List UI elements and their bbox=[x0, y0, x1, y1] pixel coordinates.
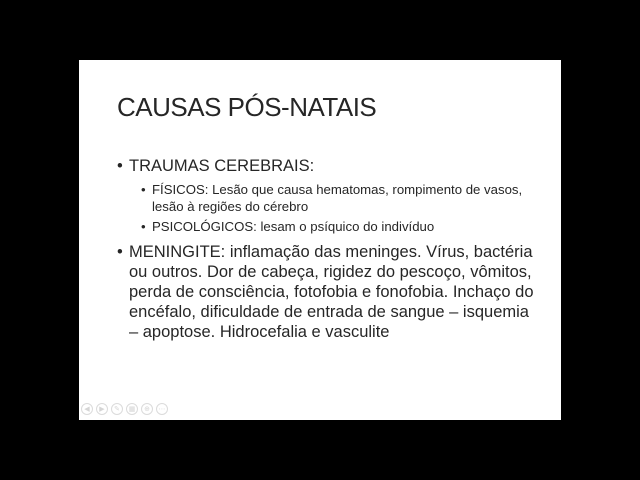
bullet-glyph: • bbox=[117, 157, 123, 175]
pen-icon[interactable]: ✎ bbox=[111, 403, 123, 415]
subbullet-text: FÍSICOS: Lesão que causa hematomas, rompimento de vasos, lesão à regiões do cérebro bbox=[152, 182, 523, 214]
slideshow-controls bbox=[81, 403, 168, 417]
bullet-item-meningite bbox=[117, 242, 539, 342]
previous-slide-icon[interactable]: ◀ bbox=[81, 403, 93, 415]
subbullet-item-fisicos bbox=[141, 181, 542, 215]
next-slide-icon[interactable]: ▶ bbox=[96, 403, 108, 415]
zoom-icon[interactable]: ⊕ bbox=[141, 403, 153, 415]
slide-title: CAUSAS PÓS-NATAIS bbox=[117, 92, 377, 122]
presentation-slide bbox=[79, 60, 561, 420]
bullet-text: TRAUMAS CEREBRAIS: bbox=[129, 157, 315, 175]
bullet-glyph: • bbox=[141, 182, 146, 197]
bullet-text: MENINGITE: inflamação das meninges. Vírus, bactéria ou outros. Dor de cabeça, rigidez do pescoço, vômitos, perda de consciência, fotofobia e fonofobia. Inchaço do encéfalo, dificuldade de entrada de sangue – isquemia – apoptose. Hidrocefalia e vasculite bbox=[129, 243, 534, 341]
more-options-icon[interactable]: ⋯ bbox=[156, 403, 168, 415]
bullet-glyph: • bbox=[117, 243, 123, 261]
bullet-glyph: • bbox=[141, 219, 146, 234]
subbullet-item-psicologicos bbox=[141, 218, 542, 235]
subbullet-text: PSICOLÓGICOS: lesam o psíquico do indivíduo bbox=[152, 219, 435, 234]
bullet-item-traumas bbox=[117, 156, 529, 176]
slides-grid-icon[interactable]: ▦ bbox=[126, 403, 138, 415]
